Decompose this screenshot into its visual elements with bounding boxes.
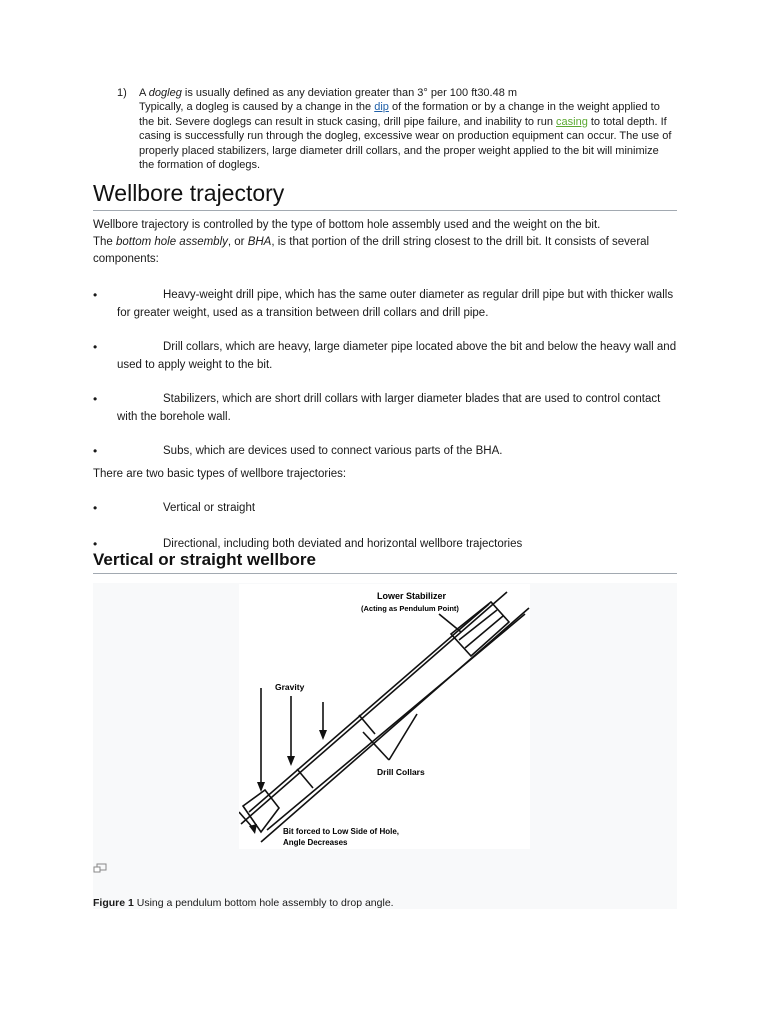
component-text: Subs, which are devices used to connect various parts of the BHA. (163, 445, 503, 457)
section-heading-vertical-wellbore: Vertical or straight wellbore (93, 550, 677, 574)
item-prefix: A (139, 87, 149, 99)
enlarge-icon[interactable] (93, 863, 107, 873)
figure-label: Angle Decreases (283, 838, 348, 847)
item-line2-pre: Typically, a dogleg is caused by a change in the (139, 101, 375, 114)
bullet-icon: • (93, 288, 98, 302)
intro-pre: The (93, 236, 117, 248)
list-item (93, 286, 677, 322)
bullet-icon: • (93, 392, 98, 406)
dogleg-list-item (117, 86, 677, 172)
component-text: Heavy-weight drill pipe, which has the same outer diameter as regular drill pipe but with thicker walls for greater weight, used as a transition between drill collars and drill pipe. (117, 289, 674, 319)
type-text: Vertical or straight (163, 502, 256, 514)
type-text: Directional, including both deviated and horizontal wellbore trajectories (163, 538, 523, 550)
item-line2-post: of the formation or by a change in the weight applied to the bit. Severe doglegs can result in stuck casing, drill pipe failure, and inability to run (139, 101, 660, 128)
section-heading-wellbore-trajectory: Wellbore trajectory (93, 180, 677, 211)
dip-link[interactable]: dip (374, 101, 389, 114)
figure-label: Gravity (275, 682, 305, 692)
item-line1: is usually defined as any deviation greater than 3° per 100 ft30.48 m (181, 87, 518, 99)
intro-post: , is that portion of the drill string closest to the drill bit. It consists of several components: (93, 236, 650, 265)
caption-text: Using a pendulum bottom hole assembly to drop angle. (133, 897, 394, 909)
list-marker: 1) (117, 87, 127, 99)
term-dogleg: dogleg (148, 87, 182, 99)
figure-label: (Acting as Pendulum Point) (361, 604, 459, 613)
bullet-icon: • (93, 501, 98, 515)
list-item (93, 390, 677, 426)
bullet-icon: • (93, 537, 98, 551)
casing-link[interactable]: casing (556, 115, 588, 128)
term-bha: BHA (247, 236, 272, 248)
figure-label: Lower Stabilizer (377, 591, 447, 601)
component-text: Stabilizers, which are short drill collars with larger diameter blades that are used to control contact with the borehole wall. (117, 393, 661, 423)
figure-label: Drill Collars (377, 767, 425, 777)
term-bha-long: bottom hole assembly (116, 236, 228, 248)
figure-image[interactable] (239, 584, 530, 849)
types-intro: There are two basic types of wellbore trajectories: (93, 468, 347, 480)
item-line2-end: to total depth. If casing is successfully run through the dogleg, excessive wear on production equipment can occur. The use of properly placed stabilizers, large diameter drill collars, and the proper weight applied to the bit will minimize the formation of doglegs. (139, 115, 672, 172)
intro-line1: Wellbore trajectory is controlled by the type of bottom hole assembly used and the weight on the bit. (93, 219, 601, 231)
pendulum-bha-diagram (239, 584, 530, 849)
caption-label: Figure 1 (93, 897, 134, 909)
bullet-icon: • (93, 340, 98, 354)
list-item (93, 499, 677, 517)
list-item (93, 442, 677, 460)
figure-label: Bit forced to Low Side of Hole, (283, 827, 399, 836)
figure-caption (93, 897, 394, 909)
intro-paragraph (93, 217, 677, 268)
component-text: Drill collars, which are heavy, large diameter pipe located above the bit and below the heavy wall and used to apply weight to the bit. (117, 341, 677, 371)
bullet-icon: • (93, 444, 98, 458)
list-item (93, 338, 677, 374)
intro-mid: , or (227, 236, 248, 248)
